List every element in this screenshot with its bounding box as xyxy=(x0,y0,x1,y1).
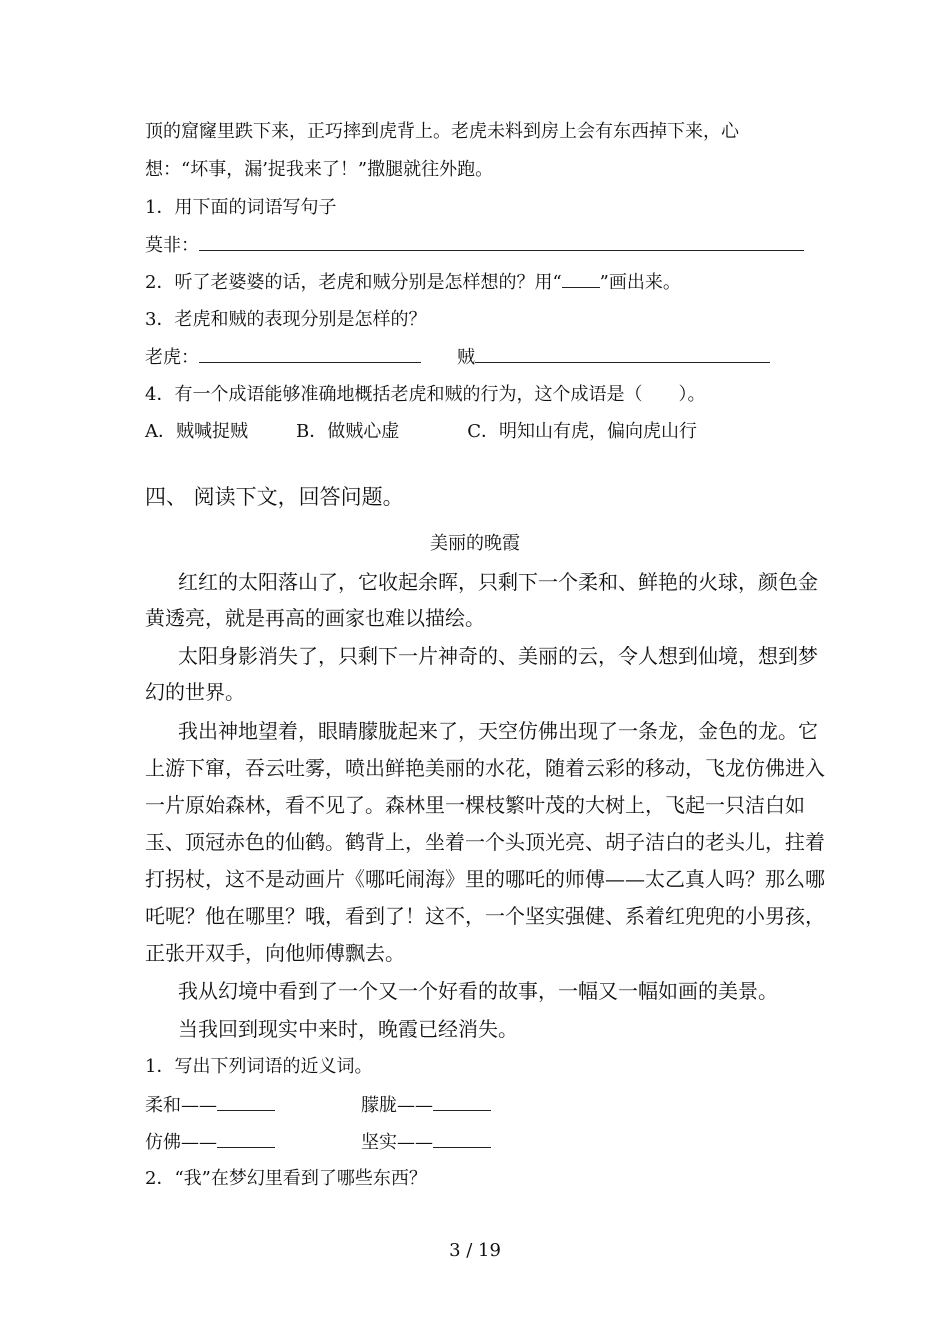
synonym-row-1 xyxy=(145,1093,491,1118)
option-c[interactable]: C．明知山有虎，偏向虎山行 xyxy=(467,421,698,442)
reading-question-2: 2．“我”在梦幻里看到了哪些东西？ xyxy=(145,1168,427,1189)
question-4-options xyxy=(145,420,697,444)
tiger-label: 老虎： xyxy=(145,347,199,368)
synonym-blank[interactable] xyxy=(217,1130,275,1148)
paragraph-line: 幻的世界。 xyxy=(145,680,245,704)
question-4-title: 4．有一个成语能够准确地概括老虎和贼的行为，这个成语是（ ）。 xyxy=(145,384,706,405)
synonym-word: 仿佛—— xyxy=(145,1132,217,1153)
tiger-answer-blank[interactable] xyxy=(199,345,421,363)
question-3-answer-row xyxy=(145,345,770,370)
question-2-text: 2．听了老婆婆的话，老虎和贼分别是怎样想的？用“ xyxy=(145,272,562,293)
synonym-word: 坚实—— xyxy=(361,1132,433,1153)
paragraph-line: 太阳身影消失了，只剩下一片神奇的、美丽的云，令人想到仙境，想到梦 xyxy=(178,644,818,668)
paragraph-line: 我出神地望着，眼睛朦胧起来了，天空仿佛出现了一条龙，金色的龙。它 xyxy=(178,719,818,743)
paragraph-line: 我从幻境中看到了一个又一个好看的故事，一幅又一幅如画的美景。 xyxy=(178,979,778,1003)
moufei-label: 莫非： xyxy=(145,235,199,256)
question-2 xyxy=(145,270,681,295)
passage-line: 顶的窟窿里跌下来，正巧摔到虎背上。老虎未料到房上会有东西掉下来，心 xyxy=(145,121,739,142)
underline-sample xyxy=(562,270,600,288)
paragraph-line: 吒呢？他在哪里？哦，看到了！这不，一个坚实强健、系着红兜兜的小男孩， xyxy=(145,904,825,928)
question-1-title: 1．用下面的词语写句子 xyxy=(145,197,337,218)
paragraph-line: 上游下窜，吞云吐雾，喷出鲜艳美丽的水花，随着云彩的移动，飞龙仿佛进入 xyxy=(145,756,825,780)
synonym-blank[interactable] xyxy=(217,1093,275,1111)
option-b[interactable]: B．做贼心虚 xyxy=(296,421,400,442)
passage-line: 想：“坏事，漏’捉我来了！”撒腿就往外跑。 xyxy=(145,159,494,180)
article-title: 美丽的晚霞 xyxy=(430,533,520,554)
question-1-answer-row xyxy=(145,233,804,258)
page-number: 3 / 19 xyxy=(449,1240,501,1261)
paragraph-line: 正张开双手，向他师傅飘去。 xyxy=(145,941,405,965)
option-a[interactable]: A．贼喊捉贼 xyxy=(145,421,248,442)
reading-question-1: 1．写出下列词语的近义词。 xyxy=(145,1056,373,1077)
synonym-word: 柔和—— xyxy=(145,1095,217,1116)
paragraph-line: 一片原始森林，看不见了。森林里一棵枝繁叶茂的大树上，飞起一只洁白如 xyxy=(145,793,805,817)
thief-answer-blank[interactable] xyxy=(475,345,770,363)
synonym-blank[interactable] xyxy=(433,1130,491,1148)
section-heading: 四、 阅读下文，回答问题。 xyxy=(145,485,404,509)
synonym-row-2 xyxy=(145,1130,491,1155)
answer-blank[interactable] xyxy=(199,233,804,251)
question-3-title: 3．老虎和贼的表现分别是怎样的？ xyxy=(145,309,427,330)
paragraph-line: 红红的太阳落山了，它收起余晖，只剩下一个柔和、鲜艳的火球，颜色金 xyxy=(178,570,818,594)
synonym-word: 朦胧—— xyxy=(361,1095,433,1116)
thief-label: 贼 xyxy=(457,347,475,368)
question-2-text-end: ”画出来。 xyxy=(599,272,681,293)
paragraph-line: 玉、顶冠赤色的仙鹤。鹤背上，坐着一个头顶光亮、胡子洁白的老头儿，拄着 xyxy=(145,830,825,854)
paragraph-line: 打拐杖，这不是动画片《哪吒闹海》里的哪吒的师傅——太乙真人吗？那么哪 xyxy=(145,867,825,891)
synonym-blank[interactable] xyxy=(433,1093,491,1111)
paragraph-line: 黄透亮，就是再高的画家也难以描绘。 xyxy=(145,606,485,630)
paragraph-line: 当我回到现实中来时，晚霞已经消失。 xyxy=(178,1017,518,1041)
